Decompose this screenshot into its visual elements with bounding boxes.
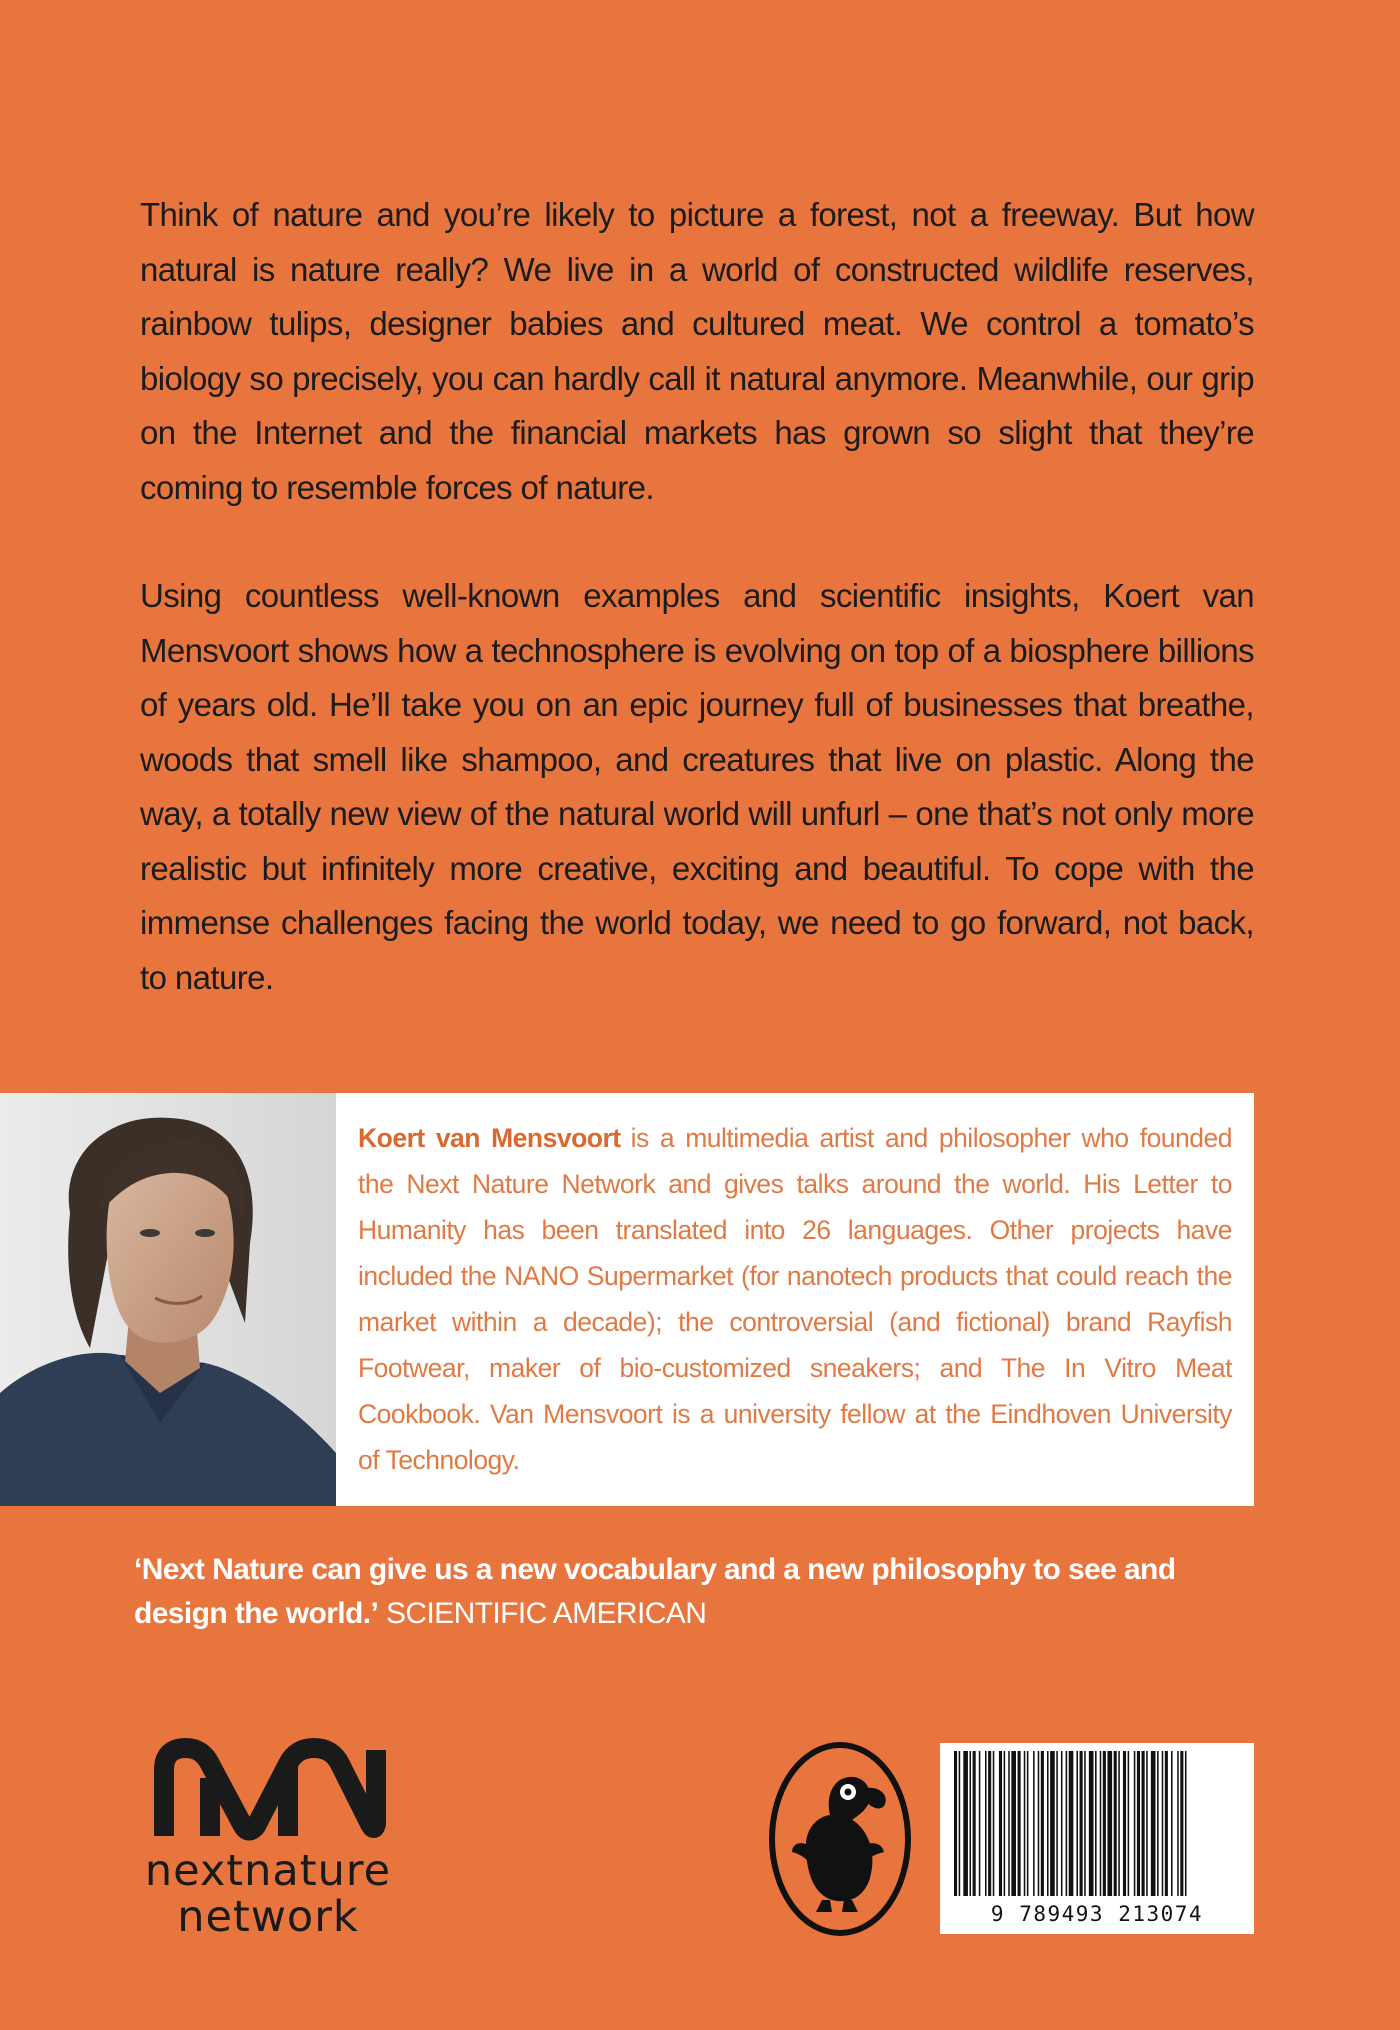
author-bio-text [336,1093,1254,1506]
barcode-bar [970,1751,972,1896]
barcode-bar [1157,1751,1159,1896]
author-bio-panel [0,1093,1254,1506]
author-bio-body: is a multimedia artist and philosopher who founded the Next Nature Network and gives talks around the world. His Letter to Humanity has been translated into 26 languages. Other projects have included the NANO Supermarket (for nanotech products that could reach the market within a decade); the controversial (and fictional) brand Rayfish Footwear, maker of bio-customized sneakers; and The In Vitro Meat Cookbook. Van Mensvoort is a university fellow at the Eindhoven University of Technology. [358,1123,1232,1475]
barcode-bar [1050,1751,1055,1896]
barcode-bar [963,1751,968,1896]
blurb-paragraph-2: Using countless well-known examples and scientific insights, Koert van Mensvoort shows how a technosphere is evolving on top of a biosphere billions of years old. He’ll take you on an epic journey full of businesses that breathe, woods that smell like shampoo, and creatures that live on plastic. Along the way, a totally new view of the natural world will unfurl – one that’s not only more realistic but infinitely more creative, exciting and beautiful. To cope with the immense challenges facing the world today, we need to go forward, not back, to nature. [140,577,1254,996]
penguin-logo-icon [766,1740,914,1938]
barcode-bar [1024,1751,1026,1896]
author-portrait [0,1093,336,1506]
barcode-bar [1047,1751,1049,1896]
barcode-bar [985,1751,987,1896]
barcode-bar [1100,1751,1102,1896]
publisher-logo-line-1: nextnature [144,1846,392,1896]
barcode-bar [1004,1751,1006,1896]
barcode-bar [1056,1751,1058,1896]
barcode-bar [1171,1751,1173,1896]
barcode-bar [1142,1751,1145,1896]
quote-source: SCIENTIFIC AMERICAN [385,1597,707,1630]
barcode-bar [1076,1751,1078,1896]
blurb-paragraph-1: Think of nature and you’re likely to picture a forest, not a freeway. But how natural is nature really? We live in a world of constructed wildlife reserves, rainbow tulips, designer babies and cultured meat. We control a tomato’s biology so precisely, you can hardly call it natural anymore. Meanwhile, our grip on the Internet and the financial markets has grown so slight that they’re coming to resemble forces of nature. [140,196,1254,506]
barcode-bar [1066,1751,1068,1896]
barcode-bar [1069,1751,1074,1896]
barcode-bar [1027,1751,1029,1896]
barcode-bar [954,1751,957,1896]
back-cover-blurb [140,188,1254,1005]
barcode-bar [979,1751,981,1896]
barcode-bar [1151,1751,1156,1896]
barcode-bar [1089,1751,1094,1896]
barcode-bar [959,1751,961,1896]
barcode-bar [1107,1751,1112,1896]
barcode-bar [1118,1751,1120,1896]
barcode-bar [1095,1751,1097,1896]
barcode-bar [1041,1751,1044,1896]
barcode-bar [1033,1751,1035,1896]
barcode-bar [1084,1751,1086,1896]
author-name: Koert van Mensvoort [358,1123,621,1153]
barcode-bar [1185,1751,1187,1896]
barcode-bar [1177,1751,1179,1896]
barcode-bar [1165,1751,1168,1896]
barcode-bar [1137,1751,1140,1896]
barcode-bar [1011,1751,1016,1896]
barcode-bar [1123,1751,1126,1896]
barcode-bar [1114,1751,1117,1896]
review-quote [134,1548,1254,1636]
barcode-bar [1162,1751,1164,1896]
barcode-bar [973,1751,976,1896]
barcode-bar [993,1751,995,1896]
barcode [940,1743,1254,1934]
barcode-bar [1180,1751,1183,1896]
barcode-bar [1061,1751,1063,1896]
barcode-bar [988,1751,991,1896]
barcode-bar [1134,1751,1136,1896]
barcode-bar [1038,1751,1040,1896]
barcode-bar [1018,1751,1021,1896]
barcode-bar [1080,1751,1083,1896]
barcode-bar [999,1751,1002,1896]
quote-text: ‘Next Nature can give us a new vocabulary and a new philosophy to see and design the world.’ [134,1553,1176,1630]
barcode-bar [1128,1751,1130,1896]
barcode-bar [1103,1751,1106,1896]
barcode-bar [1146,1751,1148,1896]
publisher-logo-line-2: network [177,1892,359,1942]
barcode-bar [1008,1751,1010,1896]
isbn-number: 9 789493 213074 [990,1902,1204,1926]
